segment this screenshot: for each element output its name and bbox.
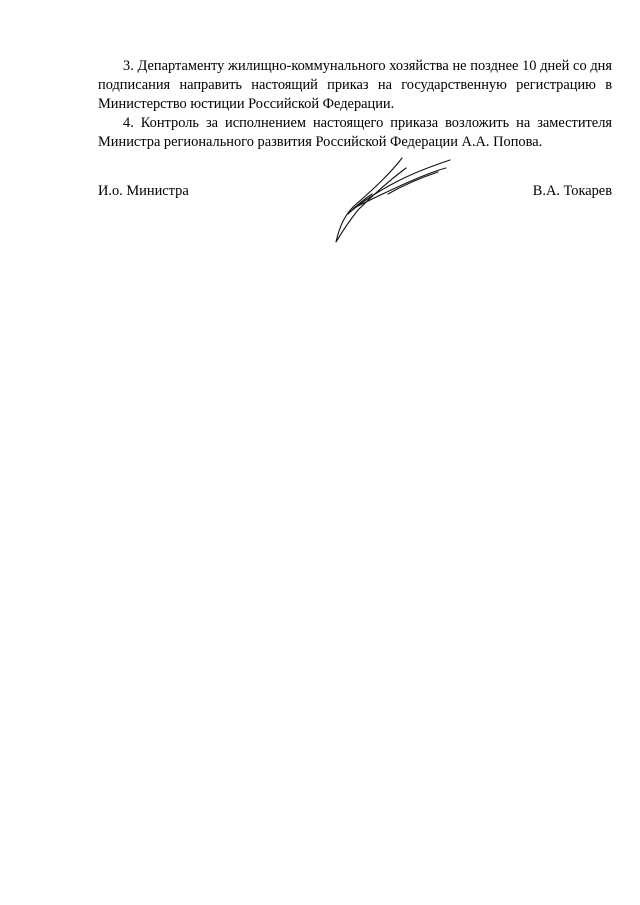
paragraph-3: 3. Департаменту жилищно-коммунального хозяйства не позднее 10 дней со дня подписания направить настоящий приказ на государственную регистрацию в Министерство юстиции Российской Федерации.: [98, 58, 612, 112]
signatory-position: И.о. Министра: [98, 183, 189, 199]
signatory-name: В.А. Токарев: [532, 183, 612, 199]
paragraph-4: 4. Контроль за исполнением настоящего приказа возложить на заместителя Министра регионального развития Российской Федерации А.А. Попова.: [98, 115, 612, 150]
handwritten-signature-icon: [328, 154, 456, 246]
